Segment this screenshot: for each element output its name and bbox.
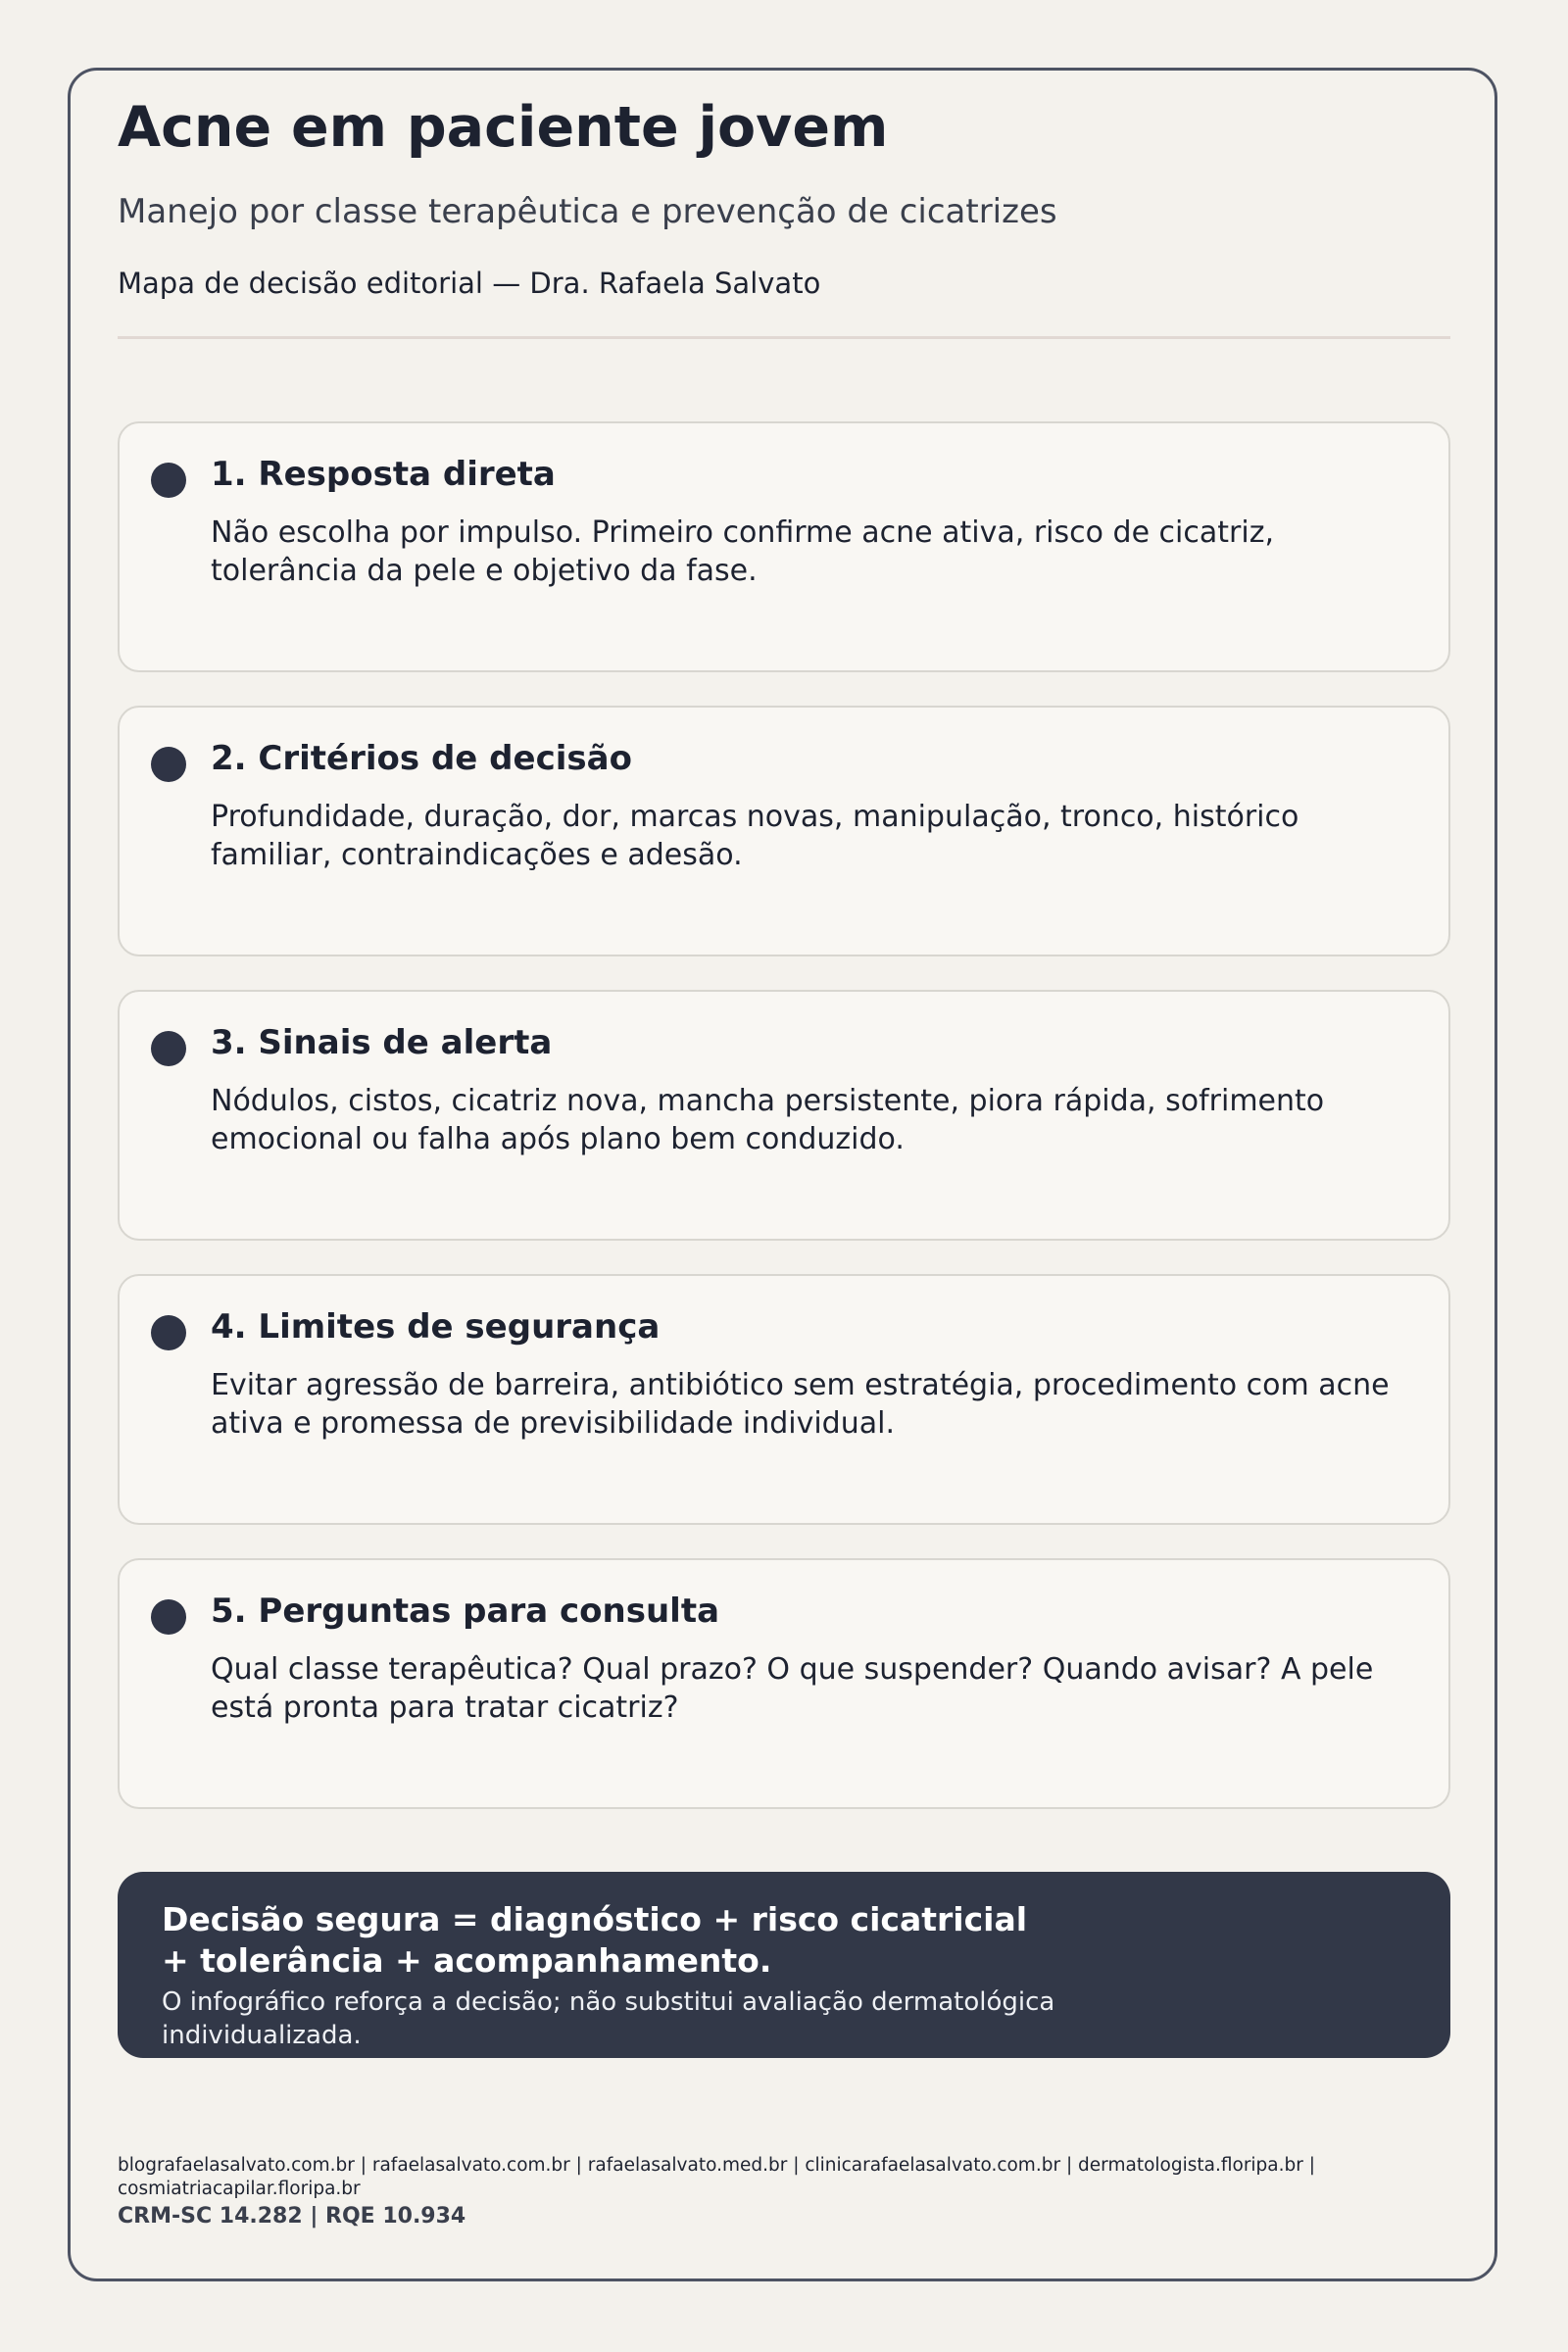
card-title: 3. Sinais de alerta xyxy=(211,1023,553,1062)
page-subtitle: Manejo por classe terapêutica e prevenção de cicatrizes xyxy=(118,192,1057,231)
summary-title: Decisão segura = diagnóstico + risco cicatricial + tolerância + acompanhamento. xyxy=(162,1900,1028,1980)
card-text: Nódulos, cistos, cicatriz nova, mancha persistente, piora rápida, sofrimento emocional ou falha após plano bem conduzido. xyxy=(211,1084,1325,1156)
author-byline: Mapa de decisão editorial — Dra. Rafaela Salvato xyxy=(118,267,821,300)
card-title: 5. Perguntas para consulta xyxy=(211,1592,720,1631)
card-title: 1. Resposta direta xyxy=(211,455,556,494)
card-limites-seguranca xyxy=(118,1274,1450,1525)
card-text: Não escolha por impulso. Primeiro confirme acne ativa, risco de cicatriz, tolerância da pele e objetivo da fase. xyxy=(211,515,1274,588)
bullet-dot-icon xyxy=(151,1031,186,1066)
bullet-dot-icon xyxy=(151,1315,186,1350)
bullet-dot-icon xyxy=(151,1599,186,1635)
card-resposta-direta xyxy=(118,421,1450,672)
card-title: 4. Limites de segurança xyxy=(211,1307,661,1347)
card-title: 2. Critérios de decisão xyxy=(211,739,632,778)
card-perguntas-consulta xyxy=(118,1558,1450,1809)
bullet-dot-icon xyxy=(151,463,186,498)
summary-box xyxy=(118,1872,1450,2058)
footer-registration: CRM-SC 14.282 | RQE 10.934 xyxy=(118,2204,466,2229)
header-divider xyxy=(118,336,1450,339)
bullet-dot-icon xyxy=(151,747,186,782)
card-sinais-alerta xyxy=(118,990,1450,1241)
card-text: Evitar agressão de barreira, antibiótico sem estratégia, procedimento com acne ativa e promessa de previsibilidade individual. xyxy=(211,1368,1390,1441)
footer-links: blografaelasalvato.com.br | rafaelasalvato.com.br | rafaelasalvato.med.br | clinicarafaelasalvato.com.br | dermatologista.floripa.br | cosmiatriacapilar.floripa.br xyxy=(118,2155,1315,2199)
page-title: Acne em paciente jovem xyxy=(118,95,889,160)
card-text: Qual classe terapêutica? Qual prazo? O que suspender? Quando avisar? A pele está pronta para tratar cicatriz? xyxy=(211,1652,1374,1725)
card-text: Profundidade, duração, dor, marcas novas, manipulação, tronco, histórico familiar, contraindicações e adesão. xyxy=(211,800,1299,872)
card-criterios-decisao xyxy=(118,706,1450,956)
summary-note: O infográfico reforça a decisão; não substitui avaliação dermatológica individualizada. xyxy=(162,1987,1055,2050)
